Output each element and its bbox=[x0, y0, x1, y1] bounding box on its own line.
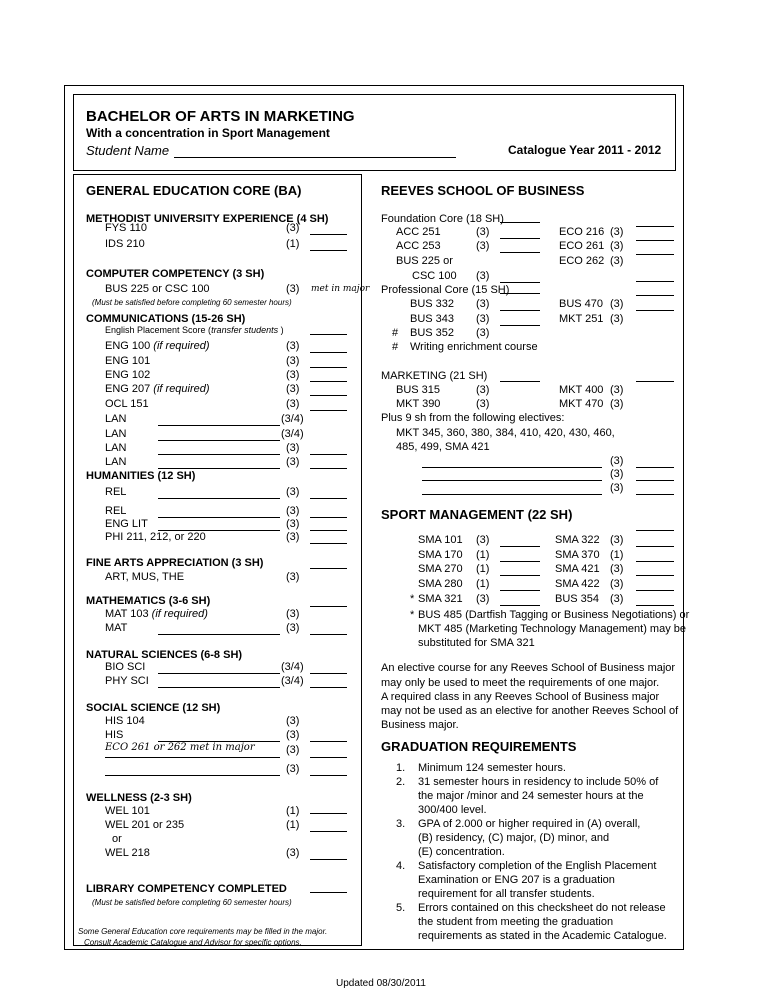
course-code: SMA 270 bbox=[418, 563, 463, 575]
course-code: HIS 104 bbox=[105, 715, 145, 727]
graduation-text: (B) residency, (C) major, (D) minor, and bbox=[418, 832, 610, 844]
computer-heading: COMPUTER COMPETENCY (3 SH) bbox=[86, 268, 265, 280]
grade-blank[interactable] bbox=[310, 530, 347, 531]
grade-blank[interactable] bbox=[636, 494, 674, 495]
credit-hours: (3) bbox=[286, 369, 300, 381]
credit-hours: (3) bbox=[610, 468, 624, 480]
course-name: ENG 207 bbox=[105, 383, 151, 395]
page-subtitle: With a concentration in Sport Management bbox=[86, 126, 330, 140]
course-code bbox=[105, 398, 149, 411]
grade-blank[interactable] bbox=[500, 381, 540, 382]
course-code: ACC 253 bbox=[396, 240, 441, 252]
course-code bbox=[105, 442, 126, 455]
catalogue-year: Catalogue Year 2011 - 2012 bbox=[508, 143, 662, 157]
grade-blank[interactable] bbox=[310, 498, 347, 499]
credit-hours: (3) bbox=[476, 270, 490, 282]
credit-hours: (3) bbox=[610, 384, 624, 396]
course-code: or bbox=[112, 833, 122, 845]
grade-blank[interactable] bbox=[310, 673, 347, 674]
credit-hours: (3) bbox=[610, 455, 624, 467]
course-code: BUS 470 bbox=[559, 298, 604, 310]
sport-footnote: BUS 485 (Dartfish Tagging or Business Negotiations) or bbox=[418, 609, 690, 621]
grade-blank[interactable] bbox=[636, 295, 674, 296]
list-number: 1. bbox=[396, 762, 406, 774]
grade-blank[interactable] bbox=[636, 310, 674, 311]
placement-score-blank[interactable] bbox=[310, 334, 347, 335]
list-number: 3. bbox=[396, 818, 406, 830]
course-code: MKT 251 bbox=[559, 313, 604, 325]
list-number: 4. bbox=[396, 860, 406, 872]
grade-blank[interactable] bbox=[636, 530, 674, 531]
grade-blank[interactable] bbox=[310, 606, 347, 607]
sport-footnote: substituted for SMA 321 bbox=[418, 637, 535, 649]
grade-blank[interactable] bbox=[500, 590, 540, 591]
credit-hours: (3/4) bbox=[281, 661, 304, 673]
course-code: SMA 322 bbox=[555, 534, 600, 546]
course-code: ECO 216 bbox=[559, 226, 605, 238]
graduation-text: Errors contained on this checksheet do not release bbox=[418, 902, 666, 914]
grade-blank[interactable] bbox=[310, 367, 347, 368]
grade-blank[interactable] bbox=[636, 381, 674, 382]
credit-hours: (3/4) bbox=[281, 675, 304, 687]
course-code: BUS 352 bbox=[410, 327, 455, 339]
list-number: 2. bbox=[396, 776, 406, 788]
graduation-heading: GRADUATION REQUIREMENTS bbox=[381, 739, 577, 754]
grade-blank[interactable] bbox=[500, 575, 540, 576]
course-code: SMA 280 bbox=[418, 578, 463, 590]
graduation-text: requirements as stated in the Academic Catalogue. bbox=[418, 930, 667, 942]
credit-hours: (3) bbox=[286, 398, 300, 410]
graduation-text: Satisfactory completion of the English Placement bbox=[418, 860, 657, 872]
grade-blank[interactable] bbox=[636, 254, 674, 255]
grade-blank[interactable] bbox=[636, 467, 674, 468]
footnote-mark: * bbox=[410, 593, 415, 605]
course-code: SMA 170 bbox=[418, 549, 463, 561]
course-code bbox=[105, 383, 210, 396]
grade-blank[interactable] bbox=[310, 381, 347, 382]
course-code: WEL 101 bbox=[105, 805, 150, 817]
course-code: PHI 211, 212, or 220 bbox=[105, 531, 206, 543]
credit-hours: (3) bbox=[610, 313, 624, 325]
handwritten-note: met in major bbox=[311, 284, 370, 294]
gen-ed-heading: GENERAL EDUCATION CORE (BA) bbox=[86, 183, 302, 198]
marketing-heading: MARKETING (21 SH) bbox=[381, 370, 488, 382]
course-code bbox=[105, 355, 150, 368]
course-code: SMA 370 bbox=[555, 549, 600, 561]
graduation-text: (E) concentration. bbox=[418, 846, 505, 858]
course-name: OCL 151 bbox=[105, 398, 149, 410]
electives-list: 485, 499, SMA 421 bbox=[396, 441, 490, 453]
course-code: SMA 101 bbox=[418, 534, 463, 546]
general-note: Some General Education core requirements may be filled in the major. bbox=[78, 927, 328, 936]
grade-blank[interactable] bbox=[310, 687, 347, 688]
social-science-heading: SOCIAL SCIENCE (12 SH) bbox=[86, 702, 221, 714]
course-name-blank[interactable] bbox=[105, 757, 280, 758]
course-name-blank[interactable] bbox=[158, 673, 280, 674]
credit-hours: (3) bbox=[610, 298, 624, 310]
credit-hours: (3) bbox=[286, 847, 300, 859]
grade-blank[interactable] bbox=[500, 325, 540, 326]
graduation-text: Minimum 124 semester hours. bbox=[418, 762, 566, 774]
course-code: BUS 315 bbox=[396, 384, 441, 396]
handwritten-note: ECO 261 or 262 met in major bbox=[105, 742, 255, 753]
footnote-mark: * bbox=[410, 609, 415, 621]
grade-blank[interactable] bbox=[310, 741, 347, 742]
course-code: BUS 332 bbox=[410, 298, 455, 310]
course-name: LAN bbox=[105, 413, 127, 425]
grade-blank[interactable] bbox=[500, 546, 540, 547]
electives-intro: Plus 9 sh from the following electives: bbox=[381, 412, 565, 424]
grade-blank[interactable] bbox=[636, 575, 674, 576]
credit-hours: (3) bbox=[286, 744, 300, 756]
placement-prefix: English Placement Score ( bbox=[105, 325, 212, 335]
course-code: REL bbox=[105, 505, 127, 517]
grade-blank[interactable] bbox=[500, 293, 540, 294]
course-name-blank[interactable] bbox=[158, 440, 280, 441]
credit-hours: (3) bbox=[286, 715, 300, 727]
footnote-mark: # bbox=[392, 327, 399, 339]
credit-hours: (3) bbox=[286, 222, 300, 234]
credit-hours: (3) bbox=[476, 593, 490, 605]
graduation-text: GPA of 2.000 or higher required in (A) overall, bbox=[418, 818, 641, 830]
course-code: ART, MUS, THE bbox=[105, 571, 185, 583]
grade-blank[interactable] bbox=[500, 310, 540, 311]
credit-hours: (3) bbox=[286, 763, 300, 775]
grade-blank[interactable] bbox=[636, 281, 674, 282]
course-code bbox=[105, 369, 150, 382]
grade-blank[interactable] bbox=[310, 468, 347, 469]
course-code: HIS bbox=[105, 729, 124, 741]
elective-policy-text: An elective course for any Reeves School of Business major bbox=[381, 662, 676, 674]
course-code: BIO SCI bbox=[105, 661, 146, 673]
credit-hours: (3) bbox=[286, 531, 300, 543]
credit-hours: (3) bbox=[476, 240, 490, 252]
communications-heading: COMMUNICATIONS (15-26 SH) bbox=[86, 313, 246, 325]
electives-list: MKT 345, 360, 380, 384, 410, 420, 430, 460, bbox=[396, 427, 615, 439]
credit-hours: (3) bbox=[286, 283, 300, 295]
grade-blank[interactable] bbox=[310, 775, 347, 776]
course-name: LAN bbox=[105, 442, 127, 454]
grade-blank[interactable] bbox=[310, 831, 347, 832]
course-code bbox=[105, 428, 126, 441]
credit-hours: (3) bbox=[476, 226, 490, 238]
grade-blank[interactable] bbox=[310, 234, 347, 235]
grade-blank[interactable] bbox=[310, 410, 347, 411]
grade-blank[interactable] bbox=[310, 517, 347, 518]
page-title: BACHELOR OF ARTS IN MARKETING bbox=[86, 108, 355, 125]
course-note: (if required) bbox=[148, 608, 208, 620]
grade-blank[interactable] bbox=[310, 757, 347, 758]
course-code: MKT 390 bbox=[396, 398, 441, 410]
course-name-blank[interactable] bbox=[158, 468, 280, 469]
natural-sciences-heading: NATURAL SCIENCES (6-8 SH) bbox=[86, 649, 243, 661]
course-code bbox=[105, 456, 126, 469]
elective-course-blank[interactable] bbox=[422, 467, 602, 468]
credit-hours: (3) bbox=[286, 456, 300, 468]
course-name-blank[interactable] bbox=[158, 517, 280, 518]
course-code: ECO 262 bbox=[559, 255, 605, 267]
course-code: BUS 343 bbox=[410, 313, 455, 325]
course-note: (if required) bbox=[150, 383, 210, 395]
graduation-text: 31 semester hours in residency to include 50% of bbox=[418, 776, 659, 788]
credit-hours: (3) bbox=[610, 226, 624, 238]
credit-hours: (3) bbox=[610, 398, 624, 410]
grade-blank[interactable] bbox=[500, 605, 540, 606]
credit-hours: (3) bbox=[286, 571, 300, 583]
credit-hours: (3) bbox=[610, 482, 624, 494]
course-code: ENG LIT bbox=[105, 518, 148, 530]
elective-policy-text: may only be used to meet the requirements of one major. bbox=[381, 677, 660, 689]
student-name-label: Student Name bbox=[86, 143, 170, 158]
credit-hours: (3) bbox=[286, 505, 300, 517]
course-name-blank[interactable] bbox=[158, 634, 280, 635]
course-code: SMA 421 bbox=[555, 563, 600, 575]
foundation-heading: Foundation Core (18 SH) bbox=[381, 213, 504, 225]
grade-blank[interactable] bbox=[310, 395, 347, 396]
footnote-mark: # bbox=[392, 341, 399, 353]
course-code: FYS 110 bbox=[105, 222, 147, 234]
grade-blank[interactable] bbox=[310, 543, 347, 544]
grade-blank[interactable] bbox=[636, 546, 674, 547]
grade-blank[interactable] bbox=[636, 590, 674, 591]
course-name: ENG 102 bbox=[105, 369, 151, 381]
course-code: IDS 210 bbox=[105, 238, 145, 250]
sport-footnote: MKT 485 (Marketing Technology Management) may be bbox=[418, 623, 687, 635]
library-heading: LIBRARY COMPETENCY COMPLETED bbox=[86, 883, 287, 895]
grade-blank[interactable] bbox=[310, 250, 347, 251]
credit-hours: (1) bbox=[476, 549, 490, 561]
course-name: LAN bbox=[105, 428, 127, 440]
credit-hours: (3) bbox=[476, 298, 490, 310]
grade-blank[interactable] bbox=[500, 238, 540, 239]
credit-hours: (1) bbox=[610, 549, 624, 561]
course-code: CSC 100 bbox=[412, 270, 457, 282]
credit-hours: (3) bbox=[286, 442, 300, 454]
course-code: ACC 251 bbox=[396, 226, 441, 238]
course-code: SMA 422 bbox=[555, 578, 600, 590]
credit-hours: (3) bbox=[286, 518, 300, 530]
credit-hours: (3) bbox=[476, 534, 490, 546]
grade-blank[interactable] bbox=[310, 813, 347, 814]
fine-arts-heading: FINE ARTS APPRECIATION (3 SH) bbox=[86, 557, 264, 569]
elective-course-blank[interactable] bbox=[422, 494, 602, 495]
graduation-text: Examination or ENG 207 is a graduation bbox=[418, 874, 615, 886]
course-code: WEL 201 or 235 bbox=[105, 819, 185, 831]
course-code: WEL 218 bbox=[105, 847, 150, 859]
library-blank[interactable] bbox=[310, 892, 347, 893]
course-code bbox=[105, 608, 208, 621]
grade-blank[interactable] bbox=[310, 352, 347, 353]
reeves-heading: REEVES SCHOOL OF BUSINESS bbox=[381, 183, 585, 198]
graduation-text: the student from meeting the graduation bbox=[418, 916, 614, 928]
computer-note: (Must be satisfied before completing 60 semester hours) bbox=[92, 298, 292, 307]
course-name-blank[interactable] bbox=[158, 687, 280, 688]
methodist-heading: METHODIST UNIVERSITY EXPERIENCE (4 SH) bbox=[86, 213, 329, 225]
credit-hours: (1) bbox=[476, 578, 490, 590]
credit-hours: (3) bbox=[286, 383, 300, 395]
grade-blank[interactable] bbox=[310, 568, 347, 569]
course-name: ENG 101 bbox=[105, 355, 151, 367]
course-name-blank[interactable] bbox=[105, 775, 280, 776]
course-code: PHY SCI bbox=[105, 675, 149, 687]
credit-hours: (3) bbox=[286, 486, 300, 498]
grade-blank[interactable] bbox=[500, 252, 540, 253]
course-name-blank[interactable] bbox=[158, 425, 280, 426]
course-code: MKT 470 bbox=[559, 398, 604, 410]
course-name-blank[interactable] bbox=[158, 454, 280, 455]
course-code: SMA 321 bbox=[418, 593, 463, 605]
grade-blank[interactable] bbox=[310, 634, 347, 635]
credit-hours: (3) bbox=[610, 593, 624, 605]
credit-hours: (3/4) bbox=[281, 428, 304, 440]
course-code: BUS 225 or bbox=[396, 255, 453, 267]
grade-blank[interactable] bbox=[636, 561, 674, 562]
credit-hours: (3) bbox=[610, 534, 624, 546]
credit-hours: (3) bbox=[610, 240, 624, 252]
list-number: 5. bbox=[396, 902, 406, 914]
grade-blank[interactable] bbox=[636, 480, 674, 481]
credit-hours: (3) bbox=[476, 327, 490, 339]
credit-hours: (3) bbox=[286, 608, 300, 620]
credit-hours: (3) bbox=[476, 384, 490, 396]
credit-hours: (1) bbox=[476, 563, 490, 575]
credit-hours: (3) bbox=[610, 563, 624, 575]
grade-blank[interactable] bbox=[636, 240, 674, 241]
credit-hours: (1) bbox=[286, 805, 300, 817]
course-name: ENG 100 bbox=[105, 340, 151, 352]
credit-hours: (1) bbox=[286, 819, 300, 831]
credit-hours: (3) bbox=[286, 340, 300, 352]
grade-blank[interactable] bbox=[500, 222, 540, 223]
elective-policy-text: may not be used as an elective for another Reeves School of bbox=[381, 705, 679, 717]
placement-score-label bbox=[105, 325, 284, 335]
elective-policy-text: A required class in any Reeves School of Business major bbox=[381, 691, 660, 703]
updated-date: Updated 08/30/2011 bbox=[336, 978, 426, 989]
credit-hours: (3) bbox=[286, 729, 300, 741]
credit-hours: (3) bbox=[476, 313, 490, 325]
placement-italic: transfer students bbox=[211, 325, 279, 335]
course-code: REL bbox=[105, 486, 127, 498]
graduation-text: requirement for all transfer students. bbox=[418, 888, 595, 900]
course-code: MKT 400 bbox=[559, 384, 604, 396]
sport-management-heading: SPORT MANAGEMENT (22 SH) bbox=[381, 507, 573, 522]
course-note: (if required) bbox=[150, 340, 210, 352]
credit-hours: (3) bbox=[610, 578, 624, 590]
credit-hours: (3) bbox=[286, 355, 300, 367]
grade-blank[interactable] bbox=[310, 859, 347, 860]
wellness-heading: WELLNESS (2-3 SH) bbox=[86, 792, 192, 804]
course-code: BUS 225 or CSC 100 bbox=[105, 283, 210, 295]
grade-blank[interactable] bbox=[500, 282, 540, 283]
course-code bbox=[105, 622, 127, 635]
course-code: Writing enrichment course bbox=[410, 341, 538, 353]
graduation-text: 300/400 level. bbox=[418, 804, 487, 816]
humanities-heading: HUMANITIES (12 SH) bbox=[86, 470, 196, 482]
course-code bbox=[105, 340, 210, 353]
grade-blank[interactable] bbox=[636, 605, 674, 606]
library-note: (Must be satisfied before completing 60 semester hours) bbox=[92, 898, 292, 907]
credit-hours: (3) bbox=[610, 255, 624, 267]
credit-hours: (3) bbox=[476, 398, 490, 410]
course-code: ECO 261 bbox=[559, 240, 605, 252]
course-code bbox=[105, 413, 126, 426]
credit-hours: (1) bbox=[286, 238, 300, 250]
credit-hours: (3) bbox=[286, 622, 300, 634]
general-note: Consult Academic Catalogue and Advisor for specific options. bbox=[84, 938, 302, 947]
course-code: BUS 354 bbox=[555, 593, 600, 605]
course-name: LAN bbox=[105, 456, 127, 468]
student-name-field[interactable] bbox=[174, 157, 456, 158]
course-name-blank[interactable] bbox=[158, 498, 280, 499]
math-heading: MATHEMATICS (3-6 SH) bbox=[86, 595, 211, 607]
course-name: MAT bbox=[105, 622, 128, 634]
course-name: MAT 103 bbox=[105, 608, 149, 620]
graduation-text: the major /minor and 24 semester hours at the bbox=[418, 790, 644, 802]
grade-blank[interactable] bbox=[636, 226, 674, 227]
elective-policy-text: Business major. bbox=[381, 719, 459, 731]
elective-course-blank[interactable] bbox=[422, 480, 602, 481]
grade-blank[interactable] bbox=[310, 454, 347, 455]
grade-blank[interactable] bbox=[500, 561, 540, 562]
credit-hours: (3/4) bbox=[281, 413, 304, 425]
professional-heading: Professional Core (15 SH) bbox=[381, 284, 510, 296]
placement-suffix: ) bbox=[278, 325, 284, 335]
